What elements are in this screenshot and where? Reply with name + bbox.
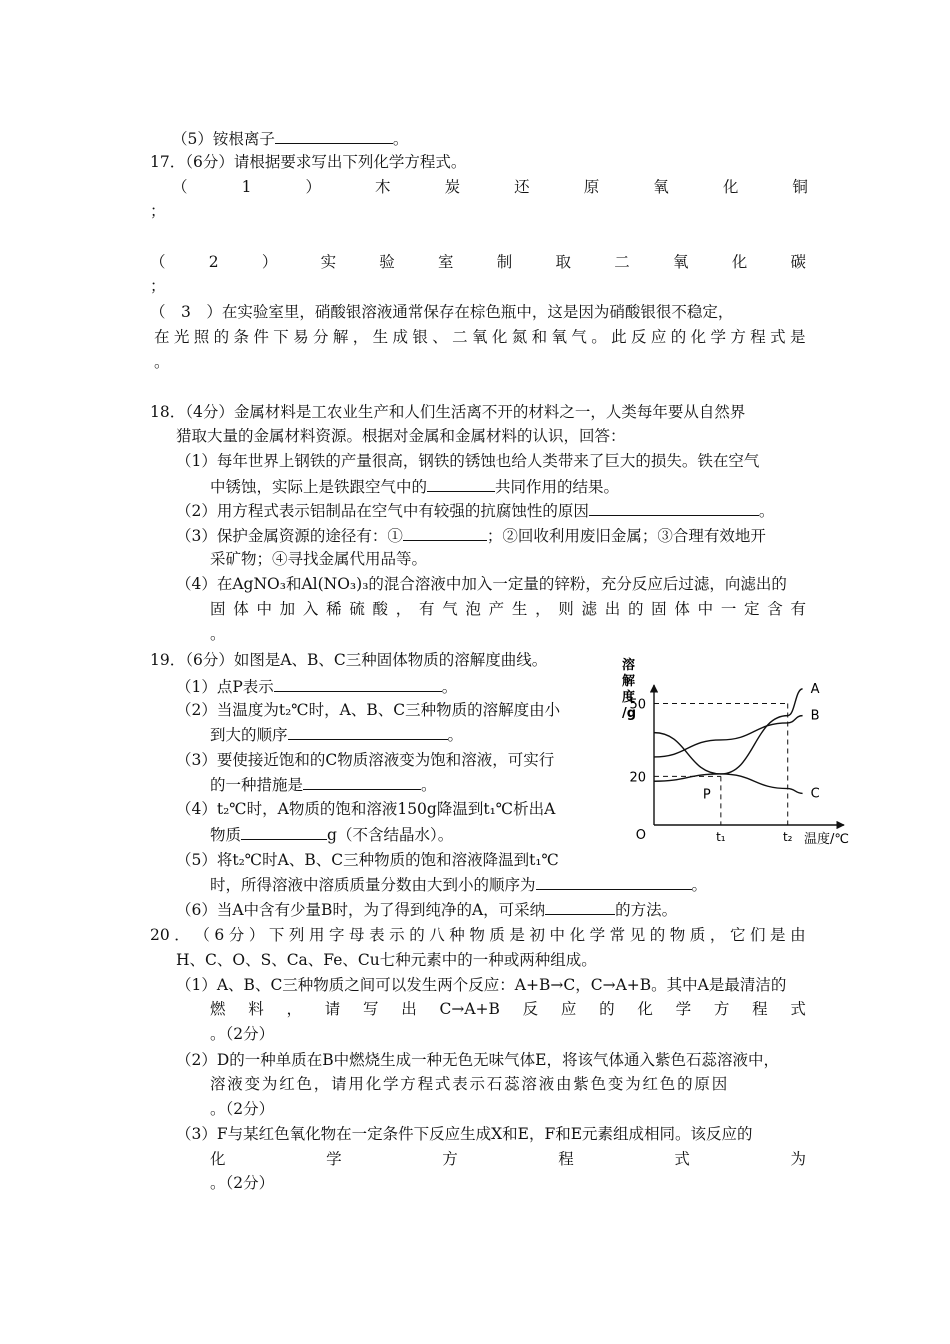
answer-blank[interactable] [275,128,393,144]
text-glyph: ） [261,253,278,271]
q20-heading [150,925,806,945]
q17-part2 [150,252,806,272]
text-glyph: 含 [767,600,783,618]
q19-item6: （6）当A中含有少量B时，为了得到纯净的A，可采纳 的方法。 [176,901,678,919]
text-glyph: 应 [560,1000,577,1018]
text-glyph: 种 [449,926,465,944]
text-glyph: 光 [173,328,190,346]
text-glyph: 定 [744,600,760,618]
text-glyph: 固 [210,600,226,618]
text-glyph: 方 [713,1000,730,1018]
q18-item4-line2 [210,599,806,619]
text-glyph: 气 [442,600,458,618]
text-glyph: 程 [750,328,766,346]
text-glyph: 酸 [372,600,389,618]
text-glyph: 易 [293,328,309,346]
q18-item3-line2: 采矿物；④寻找金属代用品等。 [210,550,428,568]
q20-item3-line1: （3）F与某红色氧化物在一定条件下反应生成X和E，F和E元素组成相同。该反应的 [176,1125,753,1143]
text-glyph: 的 [627,600,644,618]
q20-item1-line1: （1）A、B、C三种物质之间可以发生两个反应：A+B→C，C→A+B。其中A是最清洁的 [176,976,787,994]
text-glyph: 氧 [472,328,488,346]
text-glyph: 入 [302,600,319,618]
text-glyph: 室 [438,253,454,271]
y-axis-label-glyph: 度 [622,690,636,705]
text-glyph: 滤 [581,600,598,618]
text-glyph: 有 [418,600,435,618]
answer-blank[interactable] [274,676,442,692]
q18-item1-line2: 中锈蚀，实际上是铁跟空气中的 共同作用的结果。 [210,478,620,496]
text-glyph: 物 [469,926,485,944]
text-glyph: 制 [496,253,513,271]
text-glyph: 此 [611,328,627,346]
q18-heading: 18．（4分）金属材料是工农业生产和人们生活离不开的材料之一，人类每年要从自然界 [150,403,746,421]
curve-a [654,689,803,781]
text-glyph: 写 [363,1000,379,1018]
text-glyph: 二 [452,328,468,346]
text-glyph: 料 [248,1000,264,1018]
y-tick-50: 50 [629,697,646,713]
text-glyph: 的 [649,926,666,944]
answer-blank[interactable] [403,525,487,541]
q19-item5-line1: （5）将t₂℃时A、B、C三种物质的饱和溶液降温到t₁℃ [176,851,559,869]
q18-item4-end: 。 [210,625,226,643]
text-glyph: 示 [389,926,405,944]
q19-heading: 19．（6分）如图是A、B、C三种固体物质的溶解度曲线。 [150,651,548,669]
q19-item4-line1: （4）t₂℃时，A物质的饱和溶液150g降温到t₁℃析出A [176,800,556,818]
answer-blank[interactable] [303,774,421,790]
text-glyph: 由 [790,926,806,944]
text-glyph: 铜 [792,178,808,196]
q17-part3-line1: （ 3 ）在实验室里，硝酸银溶液通常保存在棕色瓶中，这是因为硝酸银很不稳定， [150,303,734,321]
q19-item2-line2: 到大的顺序 。 [210,726,464,744]
text-glyph: 泡 [465,600,481,618]
text-glyph: 。 [591,328,607,346]
point-p-label: P [702,787,711,803]
text-glyph: ， [709,926,726,944]
text-glyph: 解 [332,328,349,346]
y-axis-label-glyph: 解 [622,674,636,689]
text-glyph: 木 [375,178,391,196]
text-glyph: 6 [214,926,225,944]
text-glyph: 的 [213,328,230,346]
text-glyph: 方 [442,1150,458,1168]
text-glyph: 20 [150,926,170,944]
series-label-b: B [810,708,820,724]
q19-item5-line2: 时，所得溶液中溶质质量分数由大到小的顺序为 。 [210,876,708,894]
q19-item1: （1）点P表示 。 [176,678,458,696]
text-glyph: （ [194,926,210,944]
text-glyph: 化 [690,328,707,346]
text-glyph: 取 [555,253,572,271]
x-tick-t2: t₂ [782,830,793,844]
text-glyph: ） [305,178,321,196]
q19-item3-line2: 的一种措施是 。 [210,776,437,794]
text-glyph: 学 [675,1000,692,1018]
text-glyph: 二 [614,253,630,271]
text-glyph: 式 [790,1000,806,1018]
text-glyph: 的 [599,1000,615,1018]
text-glyph: 碳 [790,253,806,271]
series-label-a: A [810,681,820,697]
q20-item2-end: 。（2分） [210,1100,275,1118]
text-glyph: 列 [288,926,305,944]
text-glyph: ， [395,600,412,618]
q17-heading: 17．（6分）请根据要求写出下列化学方程式。 [150,153,467,171]
text-glyph: ． [174,926,190,944]
text-glyph: 是 [770,926,786,944]
q17-part2-end: ； [150,277,166,295]
text-glyph: 化 [491,328,508,346]
chart-guides [654,703,788,825]
text-glyph: 出 [604,600,621,618]
text-glyph: 氧 [672,253,689,271]
answer-blank[interactable] [427,476,495,492]
text-glyph: 学 [326,1150,342,1168]
text-glyph: 它 [729,926,746,944]
text-glyph: 应 [650,328,667,346]
text-glyph: 的 [409,926,425,944]
text-glyph: 方 [730,328,746,346]
q18-item4-line1: （4）在AgNO₃和Al(NO₃)₃的混合溶液中加入一定量的锌粉，充分反应后过滤，向滤出的 [176,575,787,593]
text-glyph: 硫 [349,600,365,618]
text-glyph: 成 [392,328,409,346]
text-glyph: 的 [670,328,687,346]
text-glyph: 生 [372,328,389,346]
text-glyph: 银 [412,328,428,346]
text-glyph: 和 [531,328,548,346]
text-glyph: 中 [549,926,566,944]
text-glyph: 固 [651,600,667,618]
series-label-c: C [810,786,820,802]
text-glyph: 分 [228,926,245,944]
text-glyph: （ [172,178,188,196]
text-glyph: 用 [308,926,325,944]
q19-item2-line1: （2）当温度为t₂℃时，A、B、C三种物质的溶解度由小 [176,701,561,719]
text-glyph: 字 [329,926,345,944]
text-glyph: 产 [488,600,505,618]
text-glyph: 反 [631,328,647,346]
answer-blank[interactable] [536,874,692,890]
text-glyph: ， [352,328,369,346]
x-axis-label: 温度/℃ [804,832,849,847]
text-glyph: 为 [790,1150,806,1168]
text-glyph: 反 [522,1000,539,1018]
answer-blank[interactable] [545,899,615,915]
q17-part1-end: ； [150,202,166,220]
q20-item2-line1: （2）D的一种单质在B中燃烧生成一种无色无味气体E，将该气体通入紫色石蕊溶液中， [176,1051,779,1069]
q17-part1 [172,177,808,197]
answer-blank[interactable] [241,824,327,840]
q17-part3-line2 [154,327,806,347]
text-glyph: 学 [589,926,606,944]
text-glyph: 体 [233,600,249,618]
text-glyph: 氧 [551,328,568,346]
text-glyph: 还 [514,178,530,196]
text-glyph: 化 [722,178,739,196]
chart-curves [654,689,803,794]
text-glyph: ， [286,1000,303,1018]
text-glyph: C→A+B [439,1000,500,1018]
text-glyph: 程 [558,1150,574,1168]
q18-item2: （2）用方程式表示铝制品在空气中有较强的抗腐蚀性的原因 。 [176,502,775,520]
text-glyph: 是 [509,926,525,944]
text-glyph: ， [535,600,551,618]
q17-part3-end: 。 [154,353,170,371]
text-glyph: 分 [313,328,329,346]
text-glyph: 验 [379,253,395,271]
text-glyph: 物 [669,926,686,944]
text-glyph: 下 [273,328,289,346]
text-glyph: 质 [689,926,706,944]
text-glyph: 氮 [511,328,528,346]
text-glyph: 们 [749,926,766,944]
q20-item3-line2 [210,1149,806,1169]
text-glyph: 化 [210,1150,226,1168]
origin-label: O [635,828,646,843]
q20-item1-end: 。（2分） [210,1025,275,1043]
answer-blank[interactable] [589,500,759,516]
q19-item4-line2: 物质 g（不含结晶水）。 [210,826,454,844]
text-glyph: 式 [770,328,786,346]
answer-blank[interactable] [288,724,448,740]
text-glyph: 下 [268,926,285,944]
text-glyph: 件 [253,328,269,346]
text-glyph: 气 [571,328,587,346]
q20-item1-line2 [210,999,806,1019]
solubility-curve-chart [618,655,850,850]
text-glyph: 1 [241,178,252,196]
q18-item3-line1: （3）保护金属资源的途径有：① ；②回收利用废旧金属；③合理有效地开 [176,527,766,545]
text-glyph: （ [150,253,166,271]
text-glyph: 原 [583,178,600,196]
text-glyph: 加 [279,600,296,618]
chart-axes [654,685,844,825]
text-glyph: 是 [790,328,806,346]
text-glyph: 化 [637,1000,653,1018]
y-axis-label-glyph: /g [622,706,637,721]
curve-c [654,733,803,794]
curve-b [654,716,803,757]
text-glyph: 体 [674,600,690,618]
text-glyph: 八 [429,926,445,944]
text-glyph: 炭 [444,178,461,196]
text-glyph: 请 [324,1000,341,1018]
x-tick-t1: t₁ [716,830,726,844]
text-glyph: 中 [256,600,272,618]
text-glyph: 在 [154,328,170,346]
text-glyph: 一 [720,600,737,618]
text-glyph: 见 [629,926,646,944]
text-glyph: 生 [511,600,528,618]
text-glyph: 初 [529,926,545,944]
y-tick-20: 20 [629,770,646,786]
text-glyph: ） [248,926,265,944]
text-glyph: 化 [731,253,748,271]
text-glyph: 中 [697,600,714,618]
text-glyph: 2 [208,253,219,271]
text-glyph: 有 [790,600,806,618]
y-axis-label-glyph: 溶 [622,658,636,673]
q18-heading-2: 猎取大量的金属材料资源。根据对金属和金属材料的认识，回答： [176,427,626,445]
text-glyph: 氧 [653,178,669,196]
text-glyph: 、 [432,328,448,346]
text-glyph: 程 [752,1000,768,1018]
text-glyph: 燃 [210,1000,226,1018]
text-glyph: 母 [349,926,365,944]
q19-item3-line1: （3）要使接近饱和的C物质溶液变为饱和溶液，可实行 [176,751,555,769]
text-glyph: 化 [569,926,586,944]
text-glyph: 表 [369,926,385,944]
text-glyph: 常 [609,926,626,944]
text-glyph: 照 [193,328,210,346]
text-glyph: 出 [401,1000,417,1018]
text-glyph: 式 [674,1150,690,1168]
text-glyph: 学 [710,328,727,346]
q20-item3-end: 。（2分） [210,1174,275,1192]
text-glyph: 条 [233,328,250,346]
chart-labels [629,682,849,847]
q18-item1-line1: （1）每年世界上钢铁的产量很高，钢铁的锈蚀也给人类带来了巨大的损失。铁在空气 [176,452,760,470]
text-glyph: 稀 [326,600,342,618]
q20-item2-line2: 溶液变为红色，请用化学方程式表示石蕊溶液由紫色变为红色的原因 [210,1075,730,1093]
q20-heading-2: H、C、O、S、Ca、Fe、Cu七种元素中的一种或两种组成。 [176,951,597,969]
text-glyph: 则 [558,600,574,618]
text-glyph: 质 [489,926,505,944]
text-glyph: 实 [320,253,337,271]
q16-item5: （5）铵根离子 。 [172,130,409,148]
